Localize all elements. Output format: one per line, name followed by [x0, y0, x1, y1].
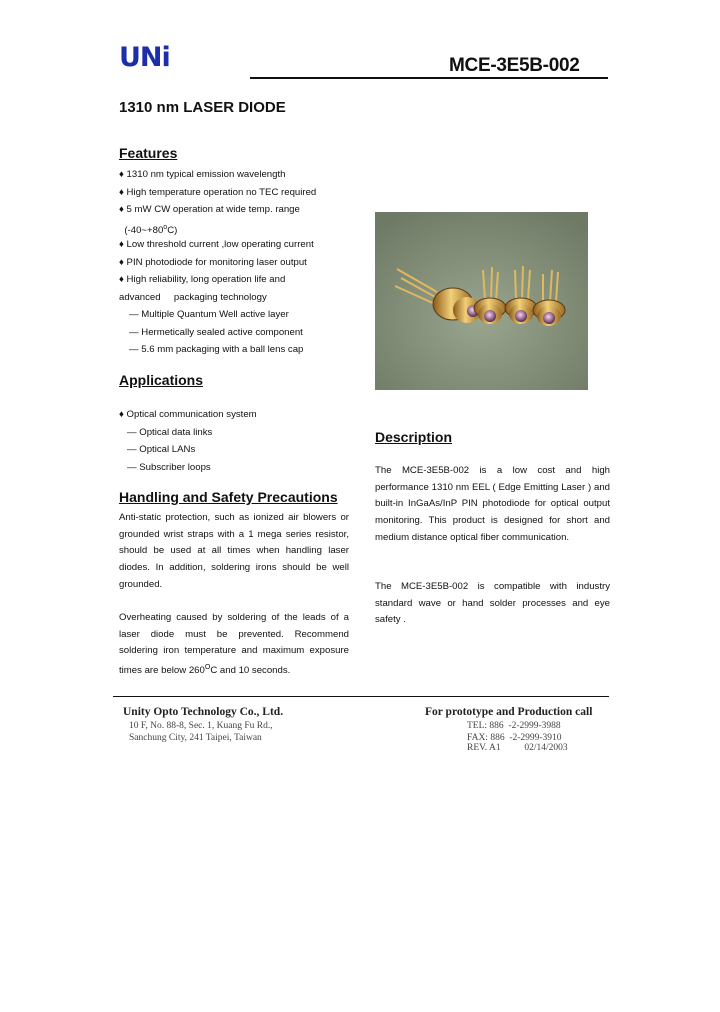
description-paragraph: The MCE-3E5B-002 is a low cost and high performance 1310 nm EEL ( Edge Emitting Laser ) and built-in InGaAs/InP PIN photodiode for optical output monitoring. This product is designed for short and medium distance optical fiber communication. — [375, 465, 610, 543]
features-list — [119, 166, 316, 359]
list-item: ♦ Optical communication system — [119, 409, 257, 420]
features-heading: Features — [119, 145, 178, 161]
part-number: MCE-3E5B-002 — [449, 55, 580, 76]
list-item: ♦ High temperature operation no TEC required — [119, 186, 317, 198]
company-name: Unity Opto Technology Co., Ltd. — [123, 706, 284, 718]
tel-number: TEL: 886 -2-2999-3988 — [467, 721, 561, 731]
footer-divider — [113, 696, 609, 697]
list-item: — Optical LANs — [127, 444, 196, 455]
list-item: ♦ Low threshold current ,low operating current — [119, 239, 314, 250]
list-item: — Optical data links — [127, 426, 213, 438]
list-item: — Subscriber loops — [127, 461, 211, 473]
page-title: 1310 nm LASER DIODE — [119, 99, 286, 116]
address-line-2: Sanchung City, 241 Taipei, Taiwan — [129, 733, 262, 743]
compatibility-paragraph: The MCE-3E5B-002 is compatible with industry standard wave or hand solder processes and eye safety . — [375, 581, 610, 626]
list-item: — 5.6 mm packaging with a ball lens cap — [129, 344, 304, 355]
description-heading: Description — [375, 429, 453, 445]
header-divider — [250, 77, 608, 79]
list-item: ♦ High reliability, long operation life and — [119, 274, 286, 285]
list-item: — Hermetically sealed active component — [129, 326, 303, 338]
list-item: ♦ 1310 nm typical emission wavelength — [119, 169, 286, 180]
applications-list — [119, 406, 257, 476]
address-line-1: 10 F, No. 88-8, Sec. 1, Kuang Fu Rd., — [129, 721, 273, 731]
temp-range: $(-40\sim+80^oC)$ — [124, 223, 178, 236]
list-item: ♦ PIN photodiode for monitoring laser output — [119, 256, 307, 268]
list-item: advanced packaging technology — [119, 291, 267, 303]
laser-diode-illustration — [375, 212, 588, 390]
applications-heading: Applications — [119, 372, 204, 388]
overheating-paragraph: Overheating caused by soldering of the leads of a laser diode must be prevented. Recommend soldering iron temperature and maximum exposure times are below $260^OC$ and 10 seconds. — [119, 612, 349, 677]
revision-date: REV. A1 02/14/2003 — [467, 743, 568, 753]
handling-heading: Handling and Safety Precautions — [119, 489, 338, 505]
fax-number: FAX: 886 -2-2999-3910 — [467, 733, 562, 743]
handling-paragraph: Anti-static protection, such as ionized air blowers or grounded wrist straps with a 1 mega series resistor, should be used at all times when handling laser diodes. In addition, soldering irons should be well grounded. — [119, 512, 349, 590]
list-item: ♦ 5 mW CW operation at wide temp. range — [119, 204, 300, 215]
company-logo: UNi — [119, 42, 170, 73]
list-item: — Multiple Quantum Well active layer — [129, 309, 289, 320]
laser-diode-photo — [375, 212, 588, 390]
contact-heading: For prototype and Production call — [425, 706, 593, 718]
